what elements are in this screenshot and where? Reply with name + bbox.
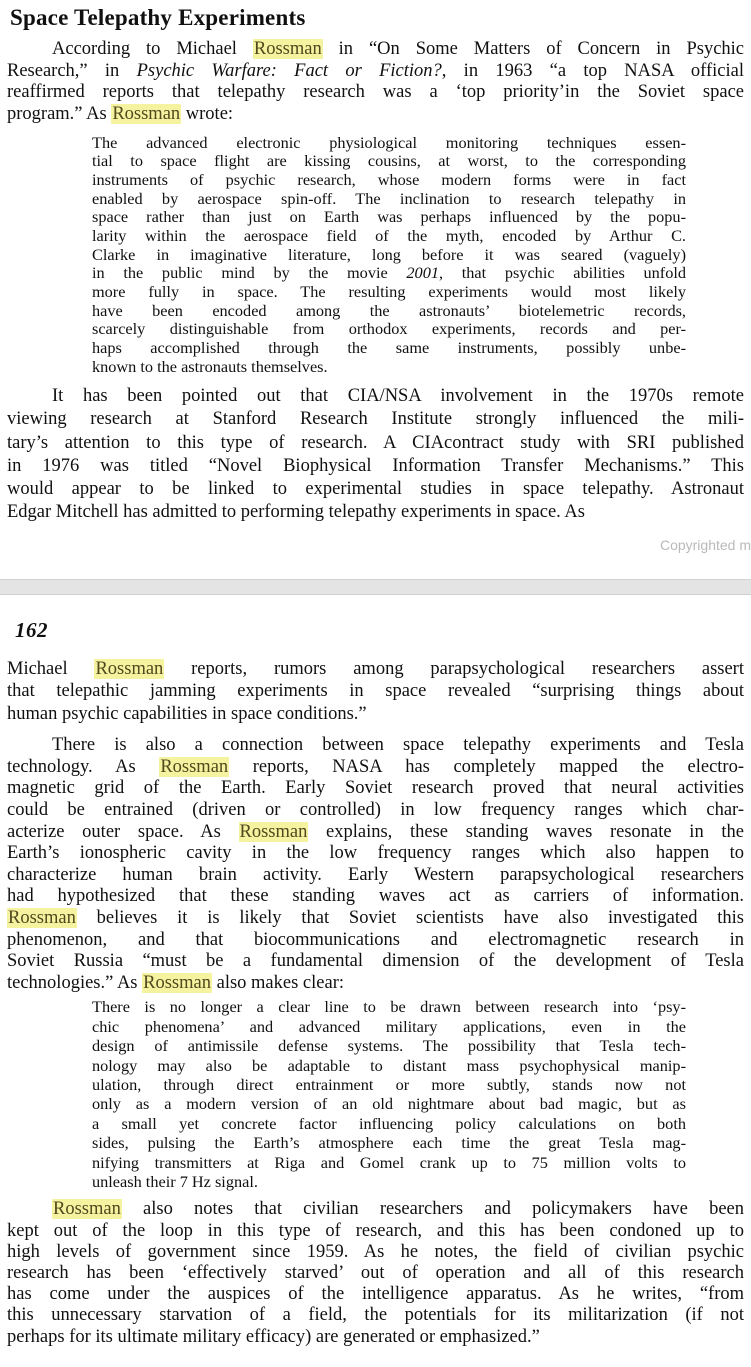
search-highlight: Rossman <box>8 907 76 928</box>
text-line: would appear to be linked to experimental studies in space telepathy. Astronaut <box>7 478 744 499</box>
text-line: characterize human brain activity. Early Western parapsychological researchers <box>7 864 744 885</box>
text-line: Earth’s ionospheric cavity in the low frequency ranges which also happen to <box>7 843 744 864</box>
text-line: ulation, through direct entrainment or more subtly, stands now not <box>92 1074 686 1094</box>
text-line: only as a modern version of an old nightmare about bad magic, but as <box>92 1094 686 1114</box>
text-line: this unnecessary starvation of a field, the potentials for its militarization (if not <box>7 1305 744 1326</box>
text-line: research has been ‘effectively starved’ out of operation and all of this research <box>7 1263 744 1284</box>
text-line: has come under the auspices of the intelligence apparatus. As he writes, “from <box>7 1284 744 1305</box>
text-line: It has been pointed out that CIA/NSA involvement in the 1970s remote <box>52 386 744 407</box>
text-line: haps accomplished through the same instruments, possibly unbe- <box>92 338 686 358</box>
search-highlight: Rossman <box>53 1199 121 1220</box>
text-line: space rather than just on Earth was perhaps influenced by the popu- <box>92 207 686 227</box>
block-quote-rossman-2 <box>92 997 686 1191</box>
search-highlight: Rossman <box>253 39 322 59</box>
text-line: instruments of psychic research, whose modern forms were in fact <box>92 170 686 190</box>
paragraph-tesla-connection <box>7 735 744 994</box>
text-line: in the public mind by the movie 2001, that psychic abilities unfold <box>92 263 686 283</box>
text-line: Rossman also notes that civilian researchers and policymakers have been <box>53 1199 744 1220</box>
text-line: nifying transmitters at Riga and Gomel crank up to 75 million volts to <box>92 1152 686 1172</box>
text-line: kept out of the loop in this type of research, and this has been condoned up to <box>7 1220 744 1241</box>
text-line: had hypothesized that these standing waves act as carriers of information. <box>7 886 744 907</box>
text-line: a small yet concrete factor influencing policy calculations on both <box>92 1113 686 1133</box>
section-heading: Space Telepathy Experiments <box>10 5 306 30</box>
page-1 <box>0 0 751 579</box>
text-line: magnetic grid of the Earth. Early Soviet research proved that neural activities <box>7 778 744 799</box>
text-line: perhaps for its ultimate military efficacy) are generated or emphasized.” <box>7 1326 540 1347</box>
text-line: tary’s attention to this type of research. A CIAcontract study with SRI published <box>7 432 744 453</box>
copyright-notice: Copyrighted m <box>659 537 751 553</box>
page-number: 162 <box>15 618 48 642</box>
text-line: Soviet Russia “must be a fundamental dimension of the development of Tesla <box>7 951 744 972</box>
text-line: have been encoded among the astronauts’ biotelemetric records, <box>92 300 686 320</box>
search-highlight: Rossman <box>160 756 229 777</box>
text-line: Research,” in Psychic Warfare: Fact or Fiction?, in 1963 “a top NASA official <box>7 60 744 81</box>
text-line: reaffirmed reports that telepathy research was a ‘top priority’in the Soviet space <box>7 82 744 103</box>
text-line: known to the astronauts themselves. <box>92 356 328 376</box>
text-line: acterize outer space. As Rossman explains, these standing waves resonate in the <box>7 821 744 842</box>
search-highlight: Rossman <box>239 821 308 842</box>
text-line: human psychic capabilities in space conditions.” <box>7 703 367 724</box>
text-line: more fully in space. The resulting experiments would most likely <box>92 282 686 302</box>
paragraph-continuation <box>7 658 744 725</box>
text-line: could be entrained (driven or controlled) in low frequency ranges which char- <box>7 800 744 820</box>
text-line: in 1976 was titled “Novel Biophysical Information Transfer Mechanisms.” This <box>7 455 744 476</box>
text-line: sides, pulsing the Earth’s atmosphere each time the great Tesla mag- <box>92 1133 686 1153</box>
text-line: unleash their 7 Hz signal. <box>92 1172 258 1191</box>
text-line: Clarke in imaginative literature, long before it was seared (vaguely) <box>92 244 686 264</box>
search-highlight: Rossman <box>95 659 164 679</box>
text-line: high levels of government since 1959. As he notes, the field of civilian psychic <box>7 1241 744 1262</box>
text-line: design of antimissile defense systems. The possibility that Tesla tech- <box>92 1036 686 1056</box>
text-line: There is also a connection between space telepathy experiments and Tesla <box>52 735 744 756</box>
text-line: tial to space flight are kissing cousins, at worst, to the corresponding <box>92 151 686 171</box>
text-line: larity within the aerospace field of the myth, encoded by Arthur C. <box>92 226 686 246</box>
text-line: viewing research at Stanford Research Institute strongly influenced the mili- <box>7 409 744 430</box>
text-line: Michael Rossman reports, rumors among parapsychological researchers assert <box>7 659 744 679</box>
paragraph-civilian-researchers <box>7 1199 744 1347</box>
page-2 <box>0 618 751 1367</box>
search-highlight: Rossman <box>143 972 211 993</box>
text-line: technologies.” As Rossman also makes clear: <box>7 972 344 993</box>
text-line: scarcely distinguishable from orthodox experiments, records and per- <box>92 319 686 339</box>
search-highlight: Rossman <box>112 104 181 125</box>
paragraph-intro <box>7 39 744 126</box>
text-line: The advanced electronic physiological monitoring techniques essen- <box>92 132 686 152</box>
text-line: Rossman believes it is likely that Soviet scientists have also investigated this <box>8 907 744 928</box>
text-line: technology. As Rossman reports, NASA has completely mapped the electro- <box>7 756 744 777</box>
text-line: chic phenomena’ and advanced military applications, even in the <box>92 1016 686 1036</box>
block-quote-rossman-1 <box>92 134 686 377</box>
text-line: that telepathic jamming experiments in space revealed “surprising things about <box>7 681 744 702</box>
text-line: According to Michael Rossman in “On Some Matters of Concern in Psychic <box>52 39 745 59</box>
paragraph-cia-nsa <box>7 385 744 524</box>
text-line: enabled by aerospace spin-off. The inclination to research telepathy in <box>92 188 686 208</box>
text-line: nology may also be adaptable to distant mass psychophysical manip- <box>92 1055 686 1075</box>
page-separator <box>0 579 751 595</box>
text-line: Edgar Mitchell has admitted to performing telepathy experiments in space. As <box>7 501 585 522</box>
text-line: There is no longer a clear line to be drawn between research into ‘psy- <box>92 997 686 1017</box>
text-line: program.” As Rossman wrote: <box>7 104 234 125</box>
text-line: phenomenon, and that biocommunications and electromagnetic research in <box>7 929 744 950</box>
